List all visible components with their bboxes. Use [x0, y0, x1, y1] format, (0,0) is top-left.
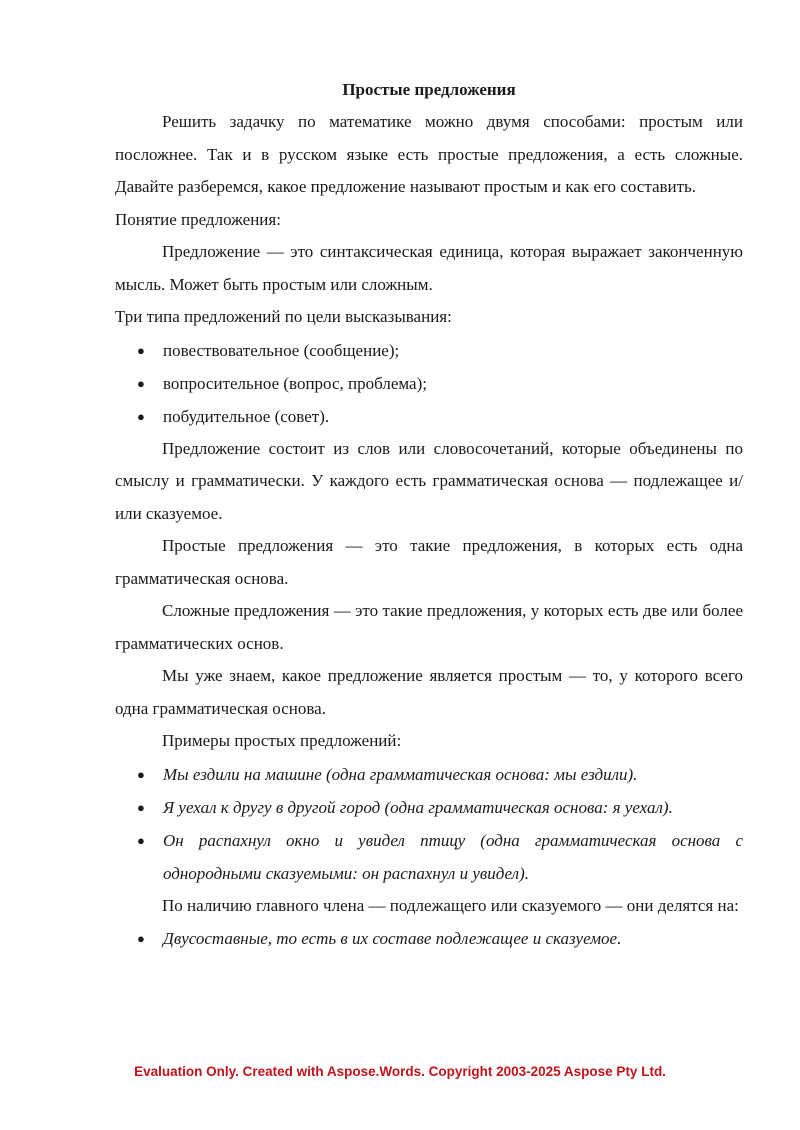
- paragraph-concept-heading: Понятие предложения:: [115, 209, 281, 229]
- document-page: [115, 74, 743, 955]
- list-item: [115, 334, 743, 367]
- sentence-types-list: [115, 334, 743, 433]
- paragraph-simple-definition: Простые предложения — это такие предложения, в которых есть одна грамматическая основа.: [115, 536, 743, 588]
- composition-list: [115, 922, 743, 955]
- bullet-icon: ●: [137, 931, 145, 946]
- paragraph-division: По наличию главного члена — подлежащего или сказуемого — они делятся на:: [162, 895, 739, 915]
- list-item-text: повествовательное (сообщение);: [163, 340, 400, 360]
- bullet-icon: ●: [137, 342, 145, 358]
- paragraph-complex-definition: Сложные предложения — это такие предложения, у которых есть две или более грамматических основ.: [115, 601, 743, 653]
- list-item-text: Мы ездили на машине (одна грамматическая основа: мы ездили).: [163, 764, 638, 784]
- bullet-icon: ●: [137, 799, 145, 815]
- bullet-icon: ●: [137, 375, 145, 391]
- paragraph-intro: Решить задачку по математике можно двумя способами: простым или посложнее. Так и в русском языке есть простые предложения, а есть сложные. Давайте разберемся, какое предложение называют простым и как его составить.: [115, 112, 743, 196]
- list-item-text: Двусоставные, то есть в их составе подлежащее и сказуемое.: [163, 929, 622, 948]
- list-item: [115, 367, 743, 400]
- list-item-text: Он распахнул окно и увидел птицу (одна грамматическая основа с однородными сказуемыми: он распахнул и увидел).: [163, 830, 743, 883]
- list-item: [115, 758, 743, 791]
- list-item-text: вопросительное (вопрос, проблема);: [163, 373, 427, 393]
- evaluation-watermark: Evaluation Only. Created with Aspose.Words. Copyright 2003-2025 Aspose Pty Ltd.: [134, 1064, 666, 1079]
- paragraph-definition: Предложение — это синтаксическая единица, которая выражает законченную мысль. Может быть простым или сложным.: [115, 242, 743, 294]
- bullet-icon: ●: [137, 766, 145, 782]
- document-title: Простые предложения: [342, 80, 516, 99]
- paragraph-recap: Мы уже знаем, какое предложение является простым — то, у которого всего одна грамматическая основа.: [115, 666, 743, 718]
- paragraph-examples-heading: Примеры простых предложений:: [162, 731, 402, 750]
- list-item-text: Я уехал к другу в другой город (одна грамматическая основа: я уехал).: [163, 797, 673, 817]
- examples-list: [115, 758, 743, 890]
- bullet-icon: ●: [137, 408, 145, 424]
- paragraph-types-heading: Три типа предложений по цели высказывания:: [115, 307, 452, 326]
- paragraph-structure: Предложение состоит из слов или словосочетаний, которые объединены по смыслу и грамматически. У каждого есть грамматическая основа — подлежащее и/или сказуемое.: [115, 438, 743, 523]
- list-item: [115, 824, 743, 890]
- list-item: [115, 791, 743, 824]
- list-item-text: побудительное (совет).: [163, 406, 330, 426]
- bullet-icon: ●: [137, 832, 145, 848]
- list-item: [115, 400, 743, 433]
- list-item: [115, 922, 743, 955]
